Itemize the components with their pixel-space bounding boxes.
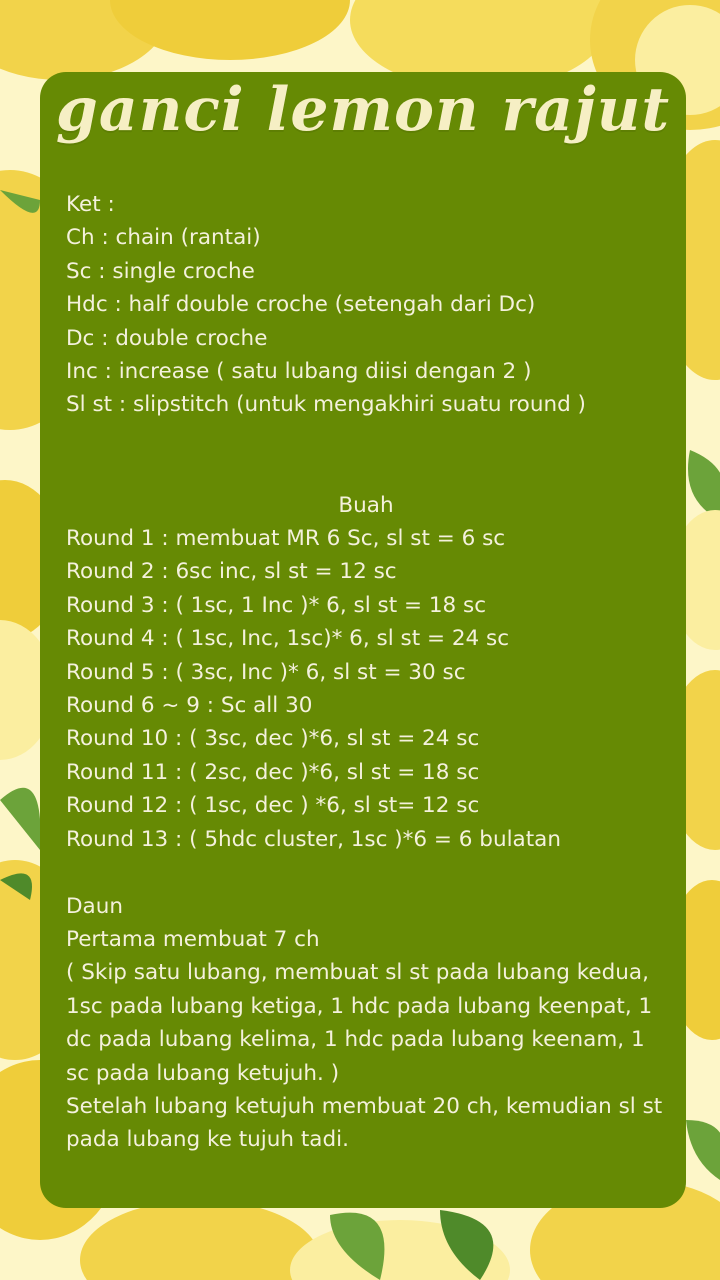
legend-item: Hdc : half double croche (setengah dari Dc) [66, 292, 536, 318]
round-step: Round 10 : ( 3sc, dec )*6, sl st = 24 sc [66, 726, 480, 752]
recipe-body [66, 188, 666, 1157]
spacer [66, 422, 666, 489]
round-step: Round 4 : ( 1sc, Inc, 1sc)* 6, sl st = 24 sc [66, 626, 510, 652]
round-step: Round 2 : 6sc inc, sl st = 12 sc [66, 559, 397, 585]
round-step: Round 12 : ( 1sc, dec ) *6, sl st= 12 sc [66, 793, 480, 819]
legend-item: Inc : increase ( satu lubang diisi dengan 2 ) [66, 359, 532, 385]
round-step: Round 13 : ( 5hdc cluster, 1sc )*6 = 6 bulatan [66, 826, 561, 852]
round-step: Round 1 : membuat MR 6 Sc, sl st = 6 sc [66, 526, 506, 552]
legend-item: Sl st : slipstitch (untuk mengakhiri suatu round ) [66, 392, 586, 418]
round-step: Round 5 : ( 3sc, Inc )* 6, sl st = 30 sc [66, 659, 466, 685]
legend-heading: Ket : [66, 192, 115, 217]
round-step: Round 11 : ( 2sc, dec )*6, sl st = 18 sc [66, 759, 480, 785]
leaf-heading: Daun [66, 893, 123, 919]
spacer [66, 856, 666, 889]
round-step: Round 3 : ( 1sc, 1 Inc )* 6, sl st = 18 sc [66, 592, 487, 618]
page-title: ganci lemon rajut [55, 75, 671, 145]
round-step: Round 6 ~ 9 : Sc all 30 [66, 693, 313, 719]
leaf-step: ( Skip satu lubang, membuat sl st pada lubang kedua, 1sc pada lubang ketiga, 1 hdc pada lubang keenpat, 1 dc pada lubang kelima, 1 hdc pada lubang keenam, 1 sc pada lubang ketujuh. ) [66, 960, 653, 1086]
legend-item: Dc : double croche [66, 325, 268, 351]
leaf-step: Pertama membuat 7 ch [66, 926, 320, 952]
legend-item: Ch : chain (rantai) [66, 225, 261, 251]
fruit-heading: Buah [338, 492, 394, 518]
leaf-step: Setelah lubang ketujuh membuat 20 ch, kemudian sl st pada lubang ke tujuh tadi. [66, 1093, 663, 1153]
legend-item: Sc : single croche [66, 258, 255, 284]
